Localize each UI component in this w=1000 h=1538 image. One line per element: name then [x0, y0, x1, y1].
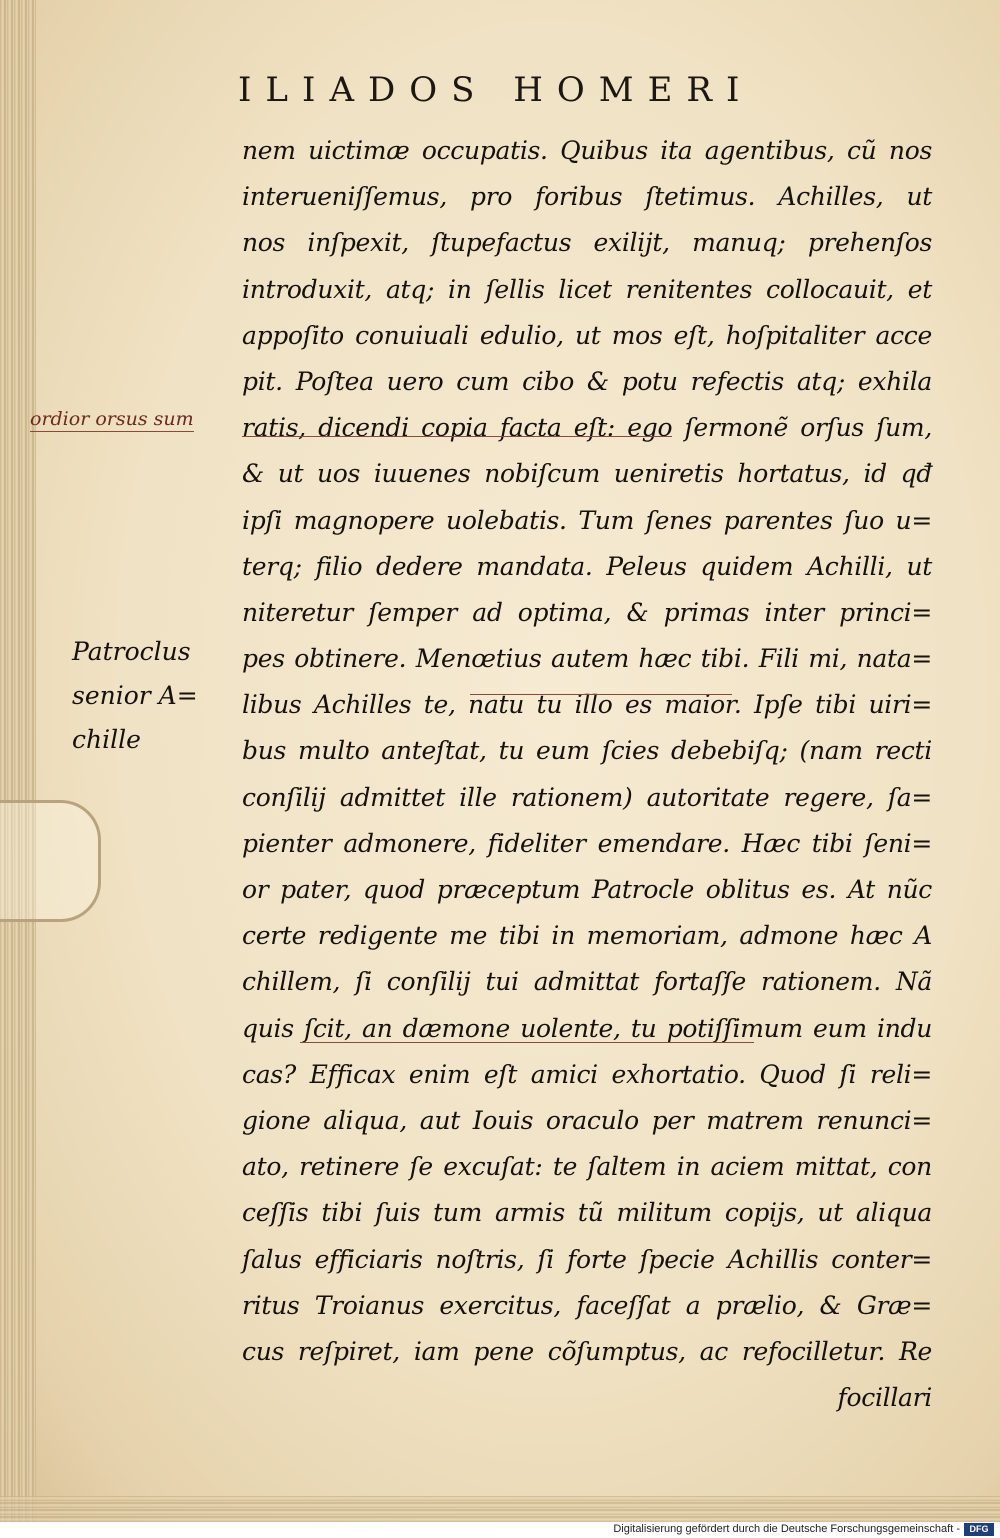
text-line: libus Achilles te, natu tu illo es maior. Ipſe tibi uiri= [242, 690, 932, 720]
text-line: cas? Efficax enim eſt amici exhortatio. Quod ſi reli= [242, 1059, 932, 1089]
text-line: introduxit, atq; in ſellis licet renitentes collocauit, et [242, 274, 932, 304]
running-head: ILIADOS HOMERI [238, 70, 754, 110]
footer-credit: Digitalisierung gefördert durch die Deutsche Forschungsgemeinschaft - [613, 1523, 960, 1535]
page-clip [0, 800, 101, 922]
side-note-line: chille [72, 725, 141, 754]
text-line: chillem, ſi conſilij tui admittat fortaſſe rationem. Nã [242, 967, 932, 997]
text-line: or pater, quod præceptum Patrocle oblitus es. At nũc [242, 875, 932, 904]
text-line: interueniſſemus, pro foribus ſtetimus. Achilles, ut [242, 182, 932, 212]
text-line: cus reſpiret, iam pene cõſumptus, ac refocilletur. Re [242, 1336, 932, 1366]
text-line: appoſito conuiuali edulio, ut mos eſt, hoſpitaliter acce [242, 320, 932, 350]
handwritten-underline [470, 694, 732, 695]
page-edge-bottom [0, 1496, 1000, 1522]
text-line: nos inſpexit, ſtupefactus exilijt, manuq; prehenſos [242, 228, 932, 258]
text-line: ipſi magnopere uolebatis. Tum ſenes parentes ſuo u= [242, 505, 932, 535]
text-line: ratis, dicendi copia facta eſt: ego ſermonẽ orſus ſum, [242, 413, 932, 443]
text-line: ato, retinere ſe excuſat: te ſaltem in aciem mittat, con [242, 1152, 932, 1182]
text-line: ritus Troianus exercitus, faceſſat a prælio, & Græ= [242, 1290, 932, 1320]
text-line: conſilij admittet ille rationem) autoritate regere, ſa= [242, 782, 932, 812]
handwritten-underline [242, 436, 672, 437]
body-text [242, 128, 932, 1421]
catchword: focillari [837, 1383, 932, 1413]
text-line: & ut uos iuuenes nobiſcum ueniretis hortatus, id qđ [242, 459, 932, 489]
side-note-line: Patroclus [72, 637, 191, 666]
text-line: quis ſcit, an dæmone uolente, tu potiſſimum eum indu [242, 1013, 932, 1043]
text-line: pit. Poſtea uero cum cibo & potu refectis atq; exhila [242, 366, 932, 396]
handwritten-underline [300, 1042, 754, 1043]
side-note-line: senior A= [72, 681, 198, 710]
text-line: nem uictimæ occupatis. Quibus ita agentibus, cũ nos [242, 136, 932, 165]
dfg-logo: DFG [964, 1523, 994, 1536]
side-note [72, 630, 198, 762]
page-edge-left [0, 0, 36, 1522]
text-line: bus multo anteſtat, tu eum ſcies debebiſq; (nam recti [242, 736, 932, 766]
text-line: ceſſis tibi ſuis tum armis tũ militum copijs, ut aliqua [242, 1198, 932, 1228]
text-line: pes obtinere. Menœtius autem hæc tibi. Fili mi, nata= [242, 644, 932, 674]
text-line: certe redigente me tibi in memoriam, admone hæc A [242, 921, 932, 951]
text-line: terq; filio dedere mandata. Peleus quidem Achilli, ut [242, 551, 932, 581]
text-line: ſalus efficiaris noſtris, ſi forte ſpecie Achillis conter= [242, 1244, 932, 1274]
text-line: pienter admonere, fideliter emendare. Hæc tibi ſeni= [242, 828, 932, 858]
margin-annotation: ordior orsus sum [30, 408, 194, 430]
text-line: niteretur ſemper ad optima, & primas inter princi= [242, 597, 932, 627]
text-line: gione aliqua, aut Iouis oraculo per matrem renunci= [242, 1105, 932, 1135]
digitization-footer [0, 1522, 1000, 1538]
